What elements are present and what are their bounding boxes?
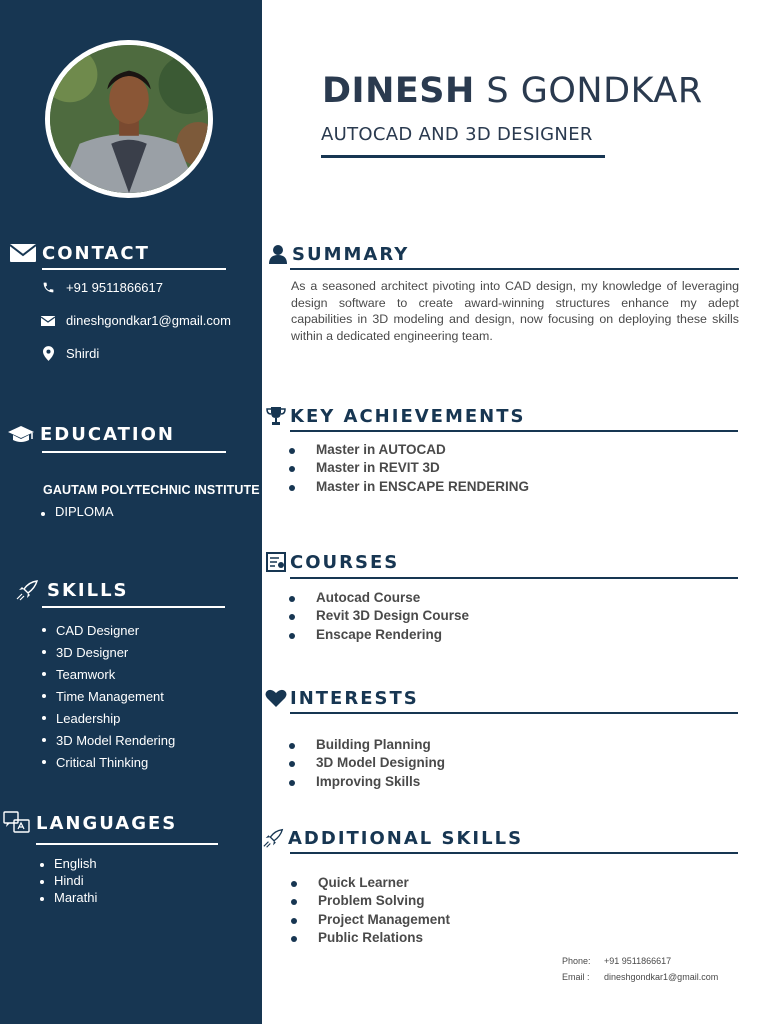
skill-item: Teamwork: [42, 664, 175, 686]
interests-rule: [290, 712, 738, 714]
interests-heading: INTERESTS: [264, 687, 419, 709]
summary-rule: [290, 268, 739, 270]
certificate-icon: [264, 551, 288, 573]
additional-skill-item: Public Relations: [291, 929, 450, 947]
skill-item: Critical Thinking: [42, 752, 175, 774]
rocket-icon: [262, 827, 286, 849]
contact-heading: CONTACT: [9, 242, 150, 264]
skills-heading: SKILLS: [14, 579, 129, 601]
courses-list: [289, 589, 469, 644]
education-degree: DIPLOMA: [41, 504, 114, 519]
languages-heading: LANGUAGES: [3, 812, 177, 834]
education-degree-list: [41, 504, 114, 519]
rocket-icon: [14, 579, 42, 601]
language-item: Hindi: [40, 872, 97, 889]
education-rule: [42, 451, 226, 453]
email-icon: [40, 314, 56, 328]
trophy-icon: [264, 405, 288, 427]
achievement-item: Master in REVIT 3D: [289, 459, 529, 477]
courses-heading: COURSES: [264, 551, 399, 573]
skills-list: [42, 620, 175, 774]
languages-rule: [36, 843, 218, 845]
summary-heading: SUMMARY: [266, 243, 409, 265]
contact-phone: +91 9511866617: [40, 280, 163, 295]
additional-skill-item: Problem Solving: [291, 892, 450, 910]
language-item: English: [40, 855, 97, 872]
envelope-icon: [9, 242, 37, 264]
interest-item: Building Planning: [289, 736, 445, 754]
additional-skill-item: Quick Learner: [291, 874, 450, 892]
education-institute: GAUTAM POLYTECHNIC INSTITUTE: [43, 483, 260, 497]
interest-item: 3D Model Designing: [289, 754, 445, 772]
additional-skills-heading: ADDITIONAL SKILLS: [262, 827, 523, 849]
languages-list: [40, 855, 97, 906]
education-heading: EDUCATION: [7, 423, 175, 445]
user-icon: [266, 243, 290, 265]
footer-phone-label: Phone:: [562, 956, 591, 966]
job-title: AUTOCAD AND 3D DESIGNER: [321, 124, 593, 145]
language-item: Marathi: [40, 889, 97, 906]
heart-icon: [264, 687, 288, 709]
additional-skills-rule: [290, 852, 738, 854]
skill-item: 3D Model Rendering: [42, 730, 175, 752]
location-pin-icon: [40, 347, 56, 361]
achievements-heading: KEY ACHIEVEMENTS: [264, 405, 525, 427]
course-item: Autocad Course: [289, 589, 469, 607]
course-item: Enscape Rendering: [289, 626, 469, 644]
skill-item: Time Management: [42, 686, 175, 708]
footer-phone: +91 9511866617: [604, 956, 672, 966]
translate-icon: [3, 812, 31, 834]
achievement-item: Master in ENSCAPE RENDERING: [289, 478, 529, 496]
skills-rule: [42, 606, 225, 608]
interests-list: [289, 736, 445, 791]
skill-item: Leadership: [42, 708, 175, 730]
footer-email-label: Email :: [562, 972, 590, 982]
title-underline: [321, 155, 605, 158]
additional-skill-item: Project Management: [291, 911, 450, 929]
footer-email: dineshgondkar1@gmail.com: [604, 972, 719, 982]
course-item: Revit 3D Design Course: [289, 607, 469, 625]
skill-item: CAD Designer: [42, 620, 175, 642]
additional-skills-list: [291, 874, 450, 947]
graduation-cap-icon: [7, 423, 35, 445]
achievements-rule: [290, 430, 738, 432]
contact-email: dineshgondkar1@gmail.com: [40, 313, 231, 328]
courses-rule: [290, 577, 738, 579]
contact-rule: [42, 268, 226, 270]
achievement-item: Master in AUTOCAD: [289, 441, 529, 459]
phone-icon: [40, 281, 56, 295]
interest-item: Improving Skills: [289, 773, 445, 791]
full-name: DINESH S GONDKAR: [322, 71, 703, 111]
skill-item: 3D Designer: [42, 642, 175, 664]
profile-photo: [45, 40, 213, 198]
achievements-list: [289, 441, 529, 496]
summary-text: As a seasoned architect pivoting into CAD design, my knowledge of leveraging design software to create award-winning structures enhance my adept capabilities in 3D modeling and design, now focusing on deploying these skills within a dedicated engineering team.: [291, 279, 739, 344]
contact-location: Shirdi: [40, 346, 99, 361]
